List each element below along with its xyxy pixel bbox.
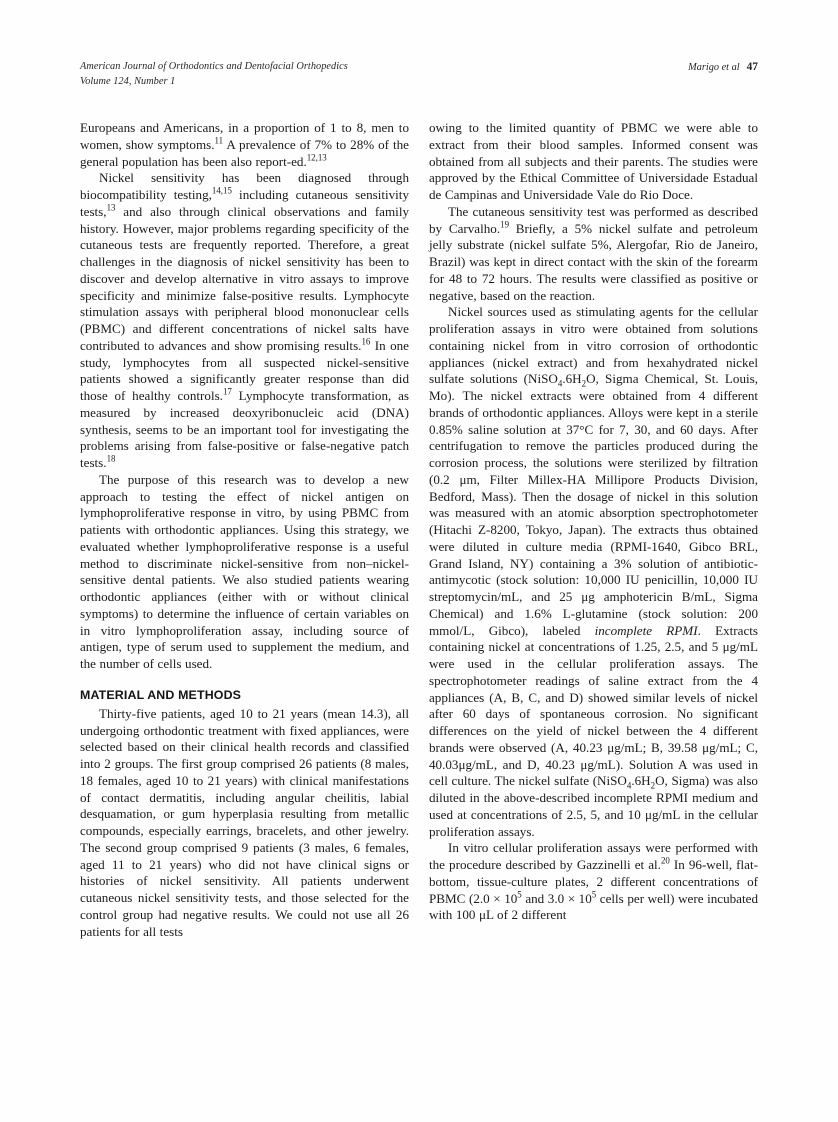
paragraph-text: Briefly, a 5% nickel sulfate and petroleum jelly substrate (nickel sulfate 5%, Alergofar, Rio de Janeiro, Brazil) was kept in direct contact with the skin of the forearm for 48 to 72 hours. The results were classified as positive or negative, based on the reaction.: [429, 220, 758, 303]
column-right: [429, 120, 758, 1080]
italic-term: incomplete RPMI: [594, 622, 698, 638]
reference-marker: 20: [660, 855, 670, 866]
section-heading-material-and-methods: MATERIAL AND METHODS: [80, 687, 242, 702]
page-number: 47: [746, 61, 758, 73]
paragraph-text: cells per well) were incubated with 100 μL of 2 different: [429, 890, 758, 923]
paragraph: [80, 120, 409, 170]
paragraph-text: In 96-well, flat-bottom, tissue-culture plates, 2 different concentrations of PBMC (2.0 × 10: [429, 857, 758, 906]
paragraph-text: including cutaneous sensitivity tests,: [80, 187, 409, 219]
article-body: [80, 120, 758, 1080]
chemical-subscript: 2: [650, 780, 656, 791]
paragraph-text: The cutaneous sensitivity test was performed as described by Carvalho.: [429, 203, 758, 236]
reference-marker: 12,13: [306, 152, 327, 163]
exponent: 5: [591, 889, 597, 900]
paragraph-text: Nickel sensitivity has been diagnosed through biocompatibility testing,: [80, 170, 409, 202]
paragraph-text: O, Sigma Chemical, St. Louis, Mo). The nickel extracts were obtained from 4 different brands of orthodontic appliances. Alloys were kept in a sterile 0.85% saline solution at 37°C for 7, 30, and 60 days. After centrifugation to remove the particles produced during the corrosion process, the solutions were sterilized by filtration (0.2 μm, Filter Millex-HA Millipore Products Division, Bedford, Mass). Then the dosage of nickel in this solution was measured with an atomic absorption spectrophotometer (Hitachi Z-8200, Tokyo, Japan). The extracts thus obtained were diluted in culture media (RPMI-1640, Gibco BRL, Grand Island, NY) containing a 3% solution of antibiotic-antimycotic (stock solution: 10,000 IU penicillin, 10,000 IU streptomycin/mL, and 25 μg amphotericin B/mL, Sigma Chemical) and 1.6% L-glutamine (stock solution: 200 mmol/L, Gibco), labeled: [429, 371, 758, 638]
journal-title: American Journal of Orthodontics and Dentofacial Orthopedics: [80, 61, 348, 72]
paragraph: [429, 204, 758, 305]
reference-marker: 19: [500, 219, 510, 230]
paragraph-text: Lymphocyte transformation, as measured by increased deoxyribonucleic acid (DNA) synthesis, seems to be an important tool for investigating the problems arising from false-positive or false-negative patch tests.: [80, 388, 409, 470]
paragraph-text: A prevalence of 7% to 28% of the general population has been also report-ed.: [80, 136, 409, 169]
reference-marker: 14,15: [211, 185, 232, 196]
column-left: [80, 120, 409, 1080]
paragraph-text: In vitro cellular proliferation assays were performed with the procedure described by Gazzinelli et al.: [429, 840, 758, 872]
exponent: 5: [517, 889, 522, 900]
chemical-subscript: 4: [557, 378, 563, 389]
paragraph-text: O, Sigma) was also diluted in the above-described incomplete RPMI medium and used at concentrations of 2.5, 5, and 10 μg/mL in the cellular proliferation assays.: [429, 773, 758, 839]
running-head: [80, 60, 758, 94]
paragraph-text: Europeans and Americans, in a proportion of 1 to 8, men to women, show symptoms.: [80, 120, 409, 152]
paragraph-text: and also through clinical observations and family history. However, major problems regarding specificity of the cutaneous tests are frequently reported. Therefore, a great challenges in the diagnosis of nickel sensitivity has been to discover and develop alternative in vitro assays to improve specificity and minimize false-positive results. Lymphocyte stimulation assays with peripheral blood mononuclear cells (PBMC) and different concentrations of nickel salts have contributed to advances and show promising results.: [80, 203, 409, 353]
reference-marker: 16: [361, 336, 371, 347]
reference-marker: 11: [214, 135, 224, 146]
running-head-left: [80, 60, 348, 89]
volume-issue: Volume 124, Number 1: [80, 75, 176, 87]
paragraph: [429, 840, 758, 924]
reference-marker: 18: [106, 453, 116, 464]
paragraph-text: .6H: [631, 773, 651, 789]
chemical-subscript: 2: [581, 378, 587, 389]
paragraph: [429, 304, 758, 840]
paragraph: Thirty-five patients, aged 10 to 21 years (mean 14.3), all undergoing orthodontic treatment with fixed appliances, were selected based on their clinical health records and classified into 2 groups. The first group comprised 26 patients (8 males, 18 females, aged 10 to 21 years) with clinical manifestations of contact dermatitis, including angular cheilitis, labial desquamation, or gum hyperplasia resulting from metallic compounds, especially earrings, bracelets, and other jewelry. The second group comprised 9 patients (3 males, 6 females, aged 11 to 21 years) who did not have clinical signs or histories of nickel sensitivity. All patients underwent cutaneous nickel sensitivity tests, and those selected for the control group had negative results. We could not use all 26 patients for all tests: [80, 705, 409, 939]
paragraph-text: . Extracts containing nickel at concentrations of 1.25, 2.5, and 5 μg/mL were used in the cellular proliferation assays. The spectrophotometer readings of saline extract from the 4 appliances (A, B, C, and D) showed similar levels of nickel after 60 days of spontaneous corrosion. No significant differences on the yield of nickel between the 4 different brands were observed (A, 40.23 μg/mL; B, 39.58 μg/mL; C, 40.03μg/mL, and D, 40.23 μg/mL). Solution A was used in cell culture. The nickel sulfate (NiSO: [429, 622, 758, 789]
paragraph-text: and 3.0 × 10: [521, 890, 592, 906]
paragraph: The purpose of this research was to develop a new approach to testing the effect of nickel antigen on lymphoproliferative response in vitro, by using PBMC from patients with orthodontic appliances. Using this strategy, we evaluated whether lymphoproliferative response is a useful method to discriminate nickel-sensitive from non–nickel-sensitive dental patients. We also studied patients wearing orthodontic appliances (either with or without clinical symptoms) to determine the influence of certain variables on in vitro lymphoproliferation assay, including source of antigen, type of serum used to supplement the medium, and the number of cells used.: [80, 471, 409, 671]
paragraph: owing to the limited quantity of PBMC we were able to extract from their blood samples. Informed consent was obtained from all subjects and their parents. The studies were approved by the Ethical Committee of Universidade Estadual de Campinas and Universidade Vale do Rio Doce.: [429, 120, 758, 202]
paragraph: [80, 170, 409, 472]
reference-marker: 13: [106, 202, 116, 213]
paragraph-text: In one study, lymphocytes from all suspected nickel-sensitive patients showed a significantly greater response than did those of healthy controls.: [80, 337, 409, 403]
paragraph-text: .6H: [562, 371, 582, 387]
reference-marker: 17: [222, 386, 232, 397]
paragraph-text: Nickel sources used as stimulating agents for the cellular proliferation assays in vitro were obtained from solutions containing nickel from in vitro corrosion of orthodontic appliances (nickel extract) and from hexahydrated nickel sulfate solutions (NiSO: [429, 304, 758, 387]
chemical-subscript: 4: [626, 780, 632, 791]
running-head-right: [688, 60, 758, 76]
authors-citation: Marigo et al: [688, 62, 740, 73]
